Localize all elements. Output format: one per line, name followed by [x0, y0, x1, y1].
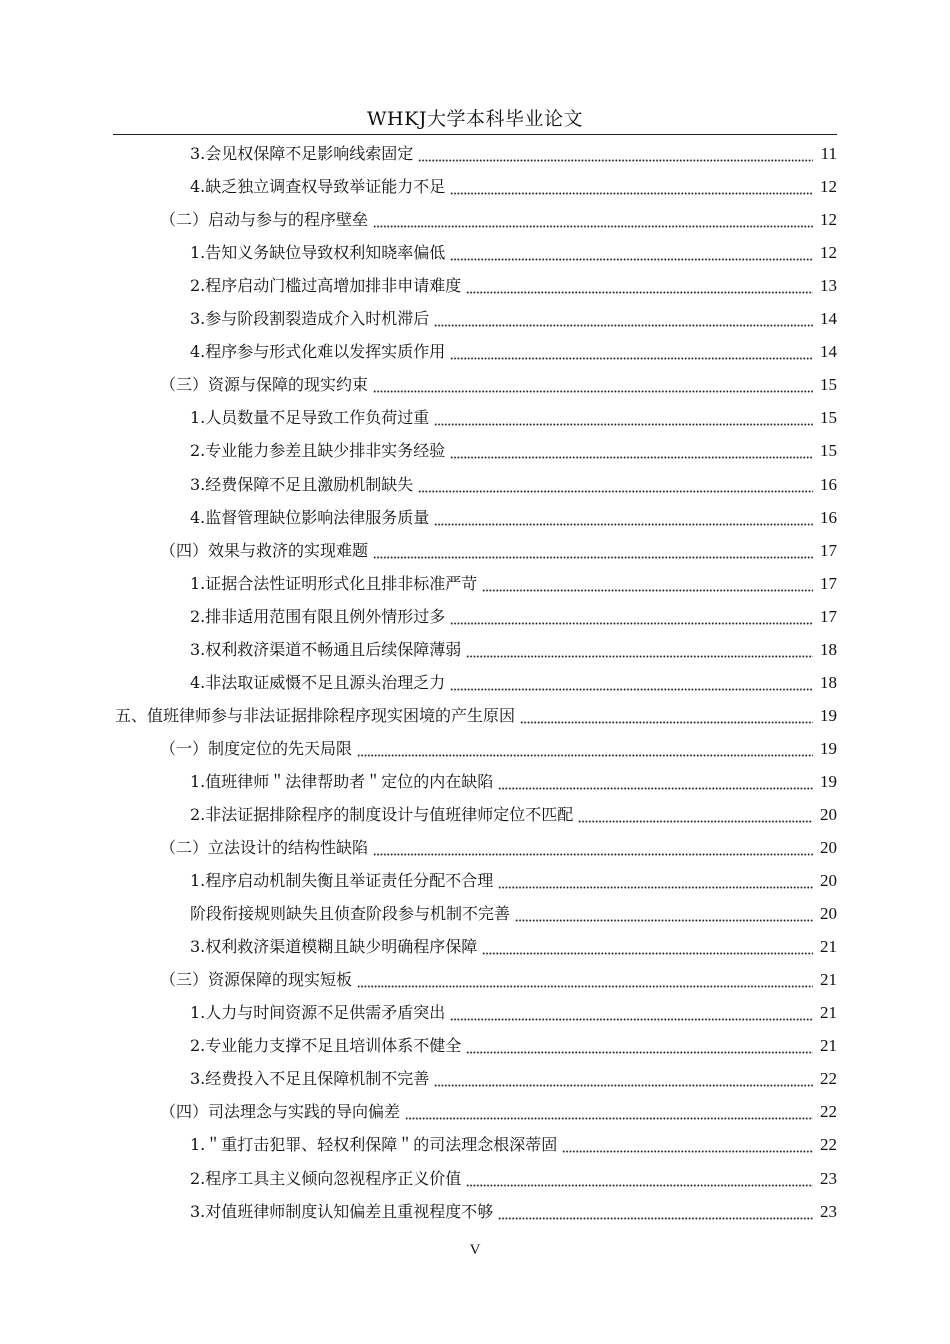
- toc-dot-leader: [498, 765, 813, 798]
- toc-dot-leader: [498, 864, 813, 897]
- toc-dot-leader: [434, 501, 813, 534]
- toc-entry[interactable]: [190, 468, 837, 501]
- toc-entry-page: 21: [820, 1003, 837, 1022]
- toc-entry[interactable]: [190, 335, 837, 368]
- toc-entry-title: 3.会见权保障不足影响线索固定: [190, 144, 414, 163]
- toc-entry-page: 22: [820, 1069, 837, 1088]
- toc-entry-page: 20: [820, 871, 837, 890]
- toc-entry-title: 2.程序启动门槛过高增加排非申请难度: [190, 276, 462, 295]
- toc-entry-page: 18: [820, 640, 837, 659]
- toc-entry-page: 20: [820, 805, 837, 824]
- toc-dot-leader: [418, 137, 813, 170]
- toc-entry-page: 20: [820, 838, 837, 857]
- toc-entry-title: （二）立法设计的结构性缺陷: [160, 838, 369, 857]
- header-rule: [113, 134, 837, 135]
- toc-entry-page: 15: [820, 375, 837, 394]
- toc-dot-leader: [434, 401, 813, 434]
- toc-entry-title: （一）制度定位的先天局限: [160, 739, 353, 758]
- toc-entry-title: 3.经费保障不足且激励机制缺失: [190, 475, 414, 494]
- toc-entry-title: 1.程序启动机制失衡且举证责任分配不合理: [190, 871, 494, 890]
- toc-entry[interactable]: [190, 1162, 837, 1195]
- toc-entry-page: 20: [820, 904, 837, 923]
- toc-entry[interactable]: [160, 1095, 837, 1128]
- toc-entry-page: 17: [820, 607, 837, 626]
- toc-entry[interactable]: [160, 732, 837, 765]
- toc-entry-title: （四）效果与救济的实现难题: [160, 541, 369, 560]
- toc-entry-title: 4.程序参与形式化难以发挥实质作用: [190, 342, 446, 361]
- toc-entry-page: 12: [820, 210, 837, 229]
- toc-dot-leader: [434, 302, 813, 335]
- toc-dot-leader: [450, 666, 813, 699]
- toc-dot-leader: [434, 1062, 813, 1095]
- toc-dot-leader: [373, 368, 813, 401]
- toc-dot-leader: [450, 236, 813, 269]
- toc-entry-page: 18: [820, 673, 837, 692]
- toc-entry-title: 1.告知义务缺位导致权利知晓率偏低: [190, 243, 446, 262]
- toc-entry-title: 2.非法证据排除程序的制度设计与值班律师定位不匹配: [190, 805, 574, 824]
- toc-entry[interactable]: [190, 401, 837, 434]
- toc-entry[interactable]: [160, 534, 837, 567]
- toc-entry-page: 22: [820, 1135, 837, 1154]
- toc-dot-leader: [450, 996, 813, 1029]
- toc-entry[interactable]: [190, 269, 837, 302]
- toc-entry-title: 3.经费投入不足且保障机制不完善: [190, 1069, 430, 1088]
- toc-entry[interactable]: [190, 930, 837, 963]
- toc-entry-page: 17: [820, 541, 837, 560]
- toc-dot-leader: [562, 1128, 813, 1161]
- toc-entry[interactable]: [160, 368, 837, 401]
- toc-entry-title: 3.对值班律师制度认知偏差且重视程度不够: [190, 1202, 494, 1221]
- toc-dot-leader: [450, 600, 813, 633]
- toc-entry[interactable]: [115, 699, 837, 732]
- toc-entry-title: 1.值班律师＂法律帮助者＂定位的内在缺陷: [190, 772, 494, 791]
- toc-entry-page: 15: [820, 441, 837, 460]
- toc-dot-leader: [520, 699, 813, 732]
- toc-entry[interactable]: [190, 765, 837, 798]
- toc-entry[interactable]: [190, 567, 837, 600]
- toc-dot-leader: [482, 930, 813, 963]
- toc-entry[interactable]: [190, 1195, 837, 1228]
- toc-entry[interactable]: [190, 236, 837, 269]
- toc-entry-title: 4.监督管理缺位影响法律服务质量: [190, 508, 430, 527]
- toc-entry-title: （二）启动与参与的程序壁垒: [160, 210, 369, 229]
- toc-entry[interactable]: [190, 302, 837, 335]
- toc-entry[interactable]: [190, 633, 837, 666]
- toc-dot-leader: [466, 269, 813, 302]
- toc-entry-page: 23: [820, 1202, 837, 1221]
- toc-dot-leader: [482, 567, 813, 600]
- page-header: WHKJ大学本科毕业论文: [367, 108, 583, 130]
- toc-entry-title: 4.缺乏独立调查权导致举证能力不足: [190, 177, 446, 196]
- toc-entry-title: 3.权利救济渠道模糊且缺少明确程序保障: [190, 937, 478, 956]
- toc-dot-leader: [405, 1095, 813, 1128]
- toc-entry-title: 3.参与阶段割裂造成介入时机滞后: [190, 309, 430, 328]
- toc-entry[interactable]: [190, 1062, 837, 1095]
- toc-dot-leader: [466, 1162, 813, 1195]
- toc-entry[interactable]: [190, 170, 837, 203]
- toc-entry-page: 21: [820, 1036, 837, 1055]
- toc-entry-page: 21: [820, 937, 837, 956]
- toc-entry[interactable]: [190, 864, 837, 897]
- toc-entry-title: 4.非法取证威慑不足且源头治理乏力: [190, 673, 446, 692]
- toc-entry-page: 22: [820, 1102, 837, 1121]
- toc-entry-title: 五、值班律师参与非法证据排除程序现实困境的产生原因: [115, 706, 516, 725]
- toc-entry[interactable]: [190, 666, 837, 699]
- toc-entry-title: （四）司法理念与实践的导向偏差: [160, 1102, 401, 1121]
- toc-dot-leader: [373, 534, 813, 567]
- toc-dot-leader: [373, 203, 813, 236]
- toc-dot-leader: [578, 798, 813, 831]
- toc-entry-title: 1.＂重打击犯罪、轻权利保障＂的司法理念根深蒂固: [190, 1135, 558, 1154]
- toc-entry[interactable]: [160, 963, 837, 996]
- toc-dot-leader: [357, 732, 813, 765]
- toc-entry-page: 12: [820, 177, 837, 196]
- toc-entry-page: 16: [820, 475, 837, 494]
- toc-dot-leader: [515, 897, 813, 930]
- toc-dot-leader: [450, 170, 813, 203]
- toc-entry[interactable]: [160, 831, 837, 864]
- page-number: V: [469, 1242, 481, 1258]
- toc-entry-page: 13: [820, 276, 837, 295]
- toc-entry[interactable]: [190, 501, 837, 534]
- toc-dot-leader: [450, 335, 813, 368]
- toc-entry-page: 14: [820, 309, 837, 328]
- toc-entry-title: （三）资源保障的现实短板: [160, 970, 353, 989]
- toc-dot-leader: [466, 633, 813, 666]
- toc-entry-page: 12: [820, 243, 837, 262]
- toc-dot-leader: [418, 468, 813, 501]
- toc-entry-title: 阶段衔接规则缺失且侦查阶段参与机制不完善: [190, 904, 511, 923]
- toc-entry[interactable]: [190, 1128, 837, 1161]
- toc-dot-leader: [450, 434, 813, 467]
- toc-entry[interactable]: [190, 1029, 837, 1062]
- toc-entry-page: 16: [820, 508, 837, 527]
- toc-entry-page: 19: [820, 739, 837, 758]
- toc-dot-leader: [357, 963, 813, 996]
- toc-entry-title: 2.程序工具主义倾向忽视程序正义价值: [190, 1169, 462, 1188]
- toc-entry-page: 11: [820, 144, 837, 163]
- toc-entry-page: 14: [820, 342, 837, 361]
- toc-entry-title: 2.专业能力支撑不足且培训体系不健全: [190, 1036, 462, 1055]
- toc-entry[interactable]: [190, 434, 837, 467]
- toc-entry-title: 1.人员数量不足导致工作负荷过重: [190, 408, 430, 427]
- toc-entry-page: 15: [820, 408, 837, 427]
- toc-entry-page: 19: [820, 772, 837, 791]
- toc-entry-title: 1.证据合法性证明形式化且排非标准严苛: [190, 574, 478, 593]
- toc-entry-title: （三）资源与保障的现实约束: [160, 375, 369, 394]
- toc-entry-title: 1.人力与时间资源不足供需矛盾突出: [190, 1003, 446, 1022]
- toc-dot-leader: [498, 1195, 813, 1228]
- toc-entry-page: 21: [820, 970, 837, 989]
- toc-entry-page: 19: [820, 706, 837, 725]
- toc-entry-title: 3.权利救济渠道不畅通且后续保障薄弱: [190, 640, 462, 659]
- toc-entry[interactable]: [190, 897, 837, 930]
- toc-entry[interactable]: [190, 600, 837, 633]
- toc-entry[interactable]: [190, 996, 837, 1029]
- toc-entry[interactable]: [190, 798, 837, 831]
- toc-dot-leader: [466, 1029, 813, 1062]
- toc-entry-page: 17: [820, 574, 837, 593]
- toc-entry[interactable]: [190, 137, 837, 170]
- toc-entry-title: 2.专业能力参差且缺少排非实务经验: [190, 441, 446, 460]
- toc-entry-title: 2.排非适用范围有限且例外情形过多: [190, 607, 446, 626]
- toc-entry-page: 23: [820, 1169, 837, 1188]
- toc-entry[interactable]: [160, 203, 837, 236]
- toc-dot-leader: [373, 831, 813, 864]
